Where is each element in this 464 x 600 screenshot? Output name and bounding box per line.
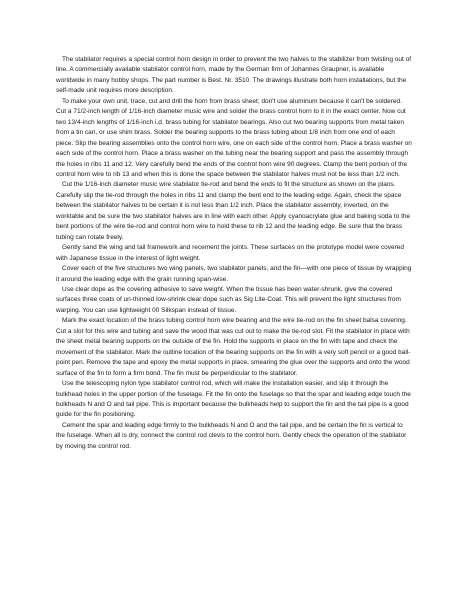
paragraph-cement-spar: Cement the spar and leading edge firmly to the bulkheads N and O and the tail pipe, and be certain the fin is vertical to the fuselage. When all is dry, connect the control rod clevis to the control horn. Gently check the operation of the stabilator by moving the control rod. — [56, 421, 407, 450]
paragraph-tie-rod: Cut the 1/16-inch diameter music wire stabilator tie-rod and bend the ends to fit the structure as shown on the plans. Carefully slip the tie-rod through the holes in ribs 11 and clamp the bent end to the leading edge. Again, check the space between the stabilator halves to be certain it is not less than 1/2 inch. Place the stabilator assembly, inverted, on the worktable and be sure the two stabilator halves are in line with each other. Apply cyanoacrylate glue and baking soda to the bent portions of the wire tie-rod and control horn wire to hold these to rib 12 and the leading edge. Be sure that the brass tubing can rotate freely. — [56, 181, 411, 241]
paragraph-cover-structures: Cover each of the five structures two wing panels, two stabilator panels, and the fin—with one piece of tissue by wrapping it around the leading edge with the grain running span-wise. — [56, 265, 412, 283]
paragraph-mark-location: Mark the exact location of the brass tubing control horn wire bearing and the wire tie-rod on the fin sheet balsa covering. Cut a slot for this wire and tubing and save the wood that was cut out to make the tie-rod slot. Fit the stabilator in place with the sheet metal bearing supports on the outside of the fin. Hold the supports in place on the fin with tape and check the movement of the stabilator. Mark the outline location of the bearing supports on the fin with a very soft pencil or a good ball-point pen. Remove the tape and epoxy the metal supports in place, smearing the glue over the supports and onto the wood surface of the fin to form a firm bond. The fin must be perpendicular to the stabilator. — [56, 317, 411, 377]
paragraph-make-own-unit: To make your own unit, trace, cut and drill the horn from brass sheet; don't use aluminum because it can't be soldered. Cut a 71/2-inch length of 1/16-inch diameter music wire and solder the brass control horn to it in the exact center. Now cut two 13/4-inch lengths of 1/16-inch i.d. brass tubing for stabilator bearings. Also cut two bearing supports from metal taken from a tin can, or use shim brass. Solder the bearing supports to the brass tubing about 1/8 inch from one end of each piece. Slip the bearing assemblies onto the control horn wire, one on each side of the control horn. Place a brass washer on each side of the control horn. Place a brass washer on the tubing near the bearing support and pass the assembly through the holes in ribs 11 and 12. Very carefully bend the ends of the control horn wire 90 degrees. Clamp the bent portion of the control horn wire to rib 13 and when this is done the space between the stabilator halves must not be less than 1/2 inch. — [56, 97, 412, 178]
paragraph-control-rod: Use the telescoping nylon type stabilator control rod, which will make the installation easier, and slip it through the bulkhead holes in the upper portion of the fuselage. Fit the fin onto the fuselage so that the spar and leading edge touch the bulkheads N and O and tail pipe. This is important because the bulkheads help to support the fin and the tail pipe is a good guide for the fin positioning. — [56, 380, 411, 419]
paragraph-control-horn-intro: The stabilator requires a special control horn design in order to prevent the two halves to the stabilizer from twisting out of line. A commercially available stabilator control horn, made by the German firm of Johannes Graupner, is available worldwide in many hobby shops. The part number is Best. Nr. 3510. The drawings illustrate both horn installations, but the self-made unit requires more description. — [56, 56, 412, 95]
paragraph-clear-dope: Use clear dope as the covering adhesive to save weight. When the tissue has been water-shrunk, give the covered surfaces three coats of un-thinned low-shrink clear dope such as Sig Lite-Coat. This will prevent the light structures from warping. You can use lightweight 00 Silkspan instead of tissue. — [56, 285, 401, 314]
paragraph-sand-framework: Gently sand the wing and tail framework and recement the joints. These surfaces on the prototype model were covered with Japanese tissue in the interest of light weight. — [56, 244, 405, 262]
